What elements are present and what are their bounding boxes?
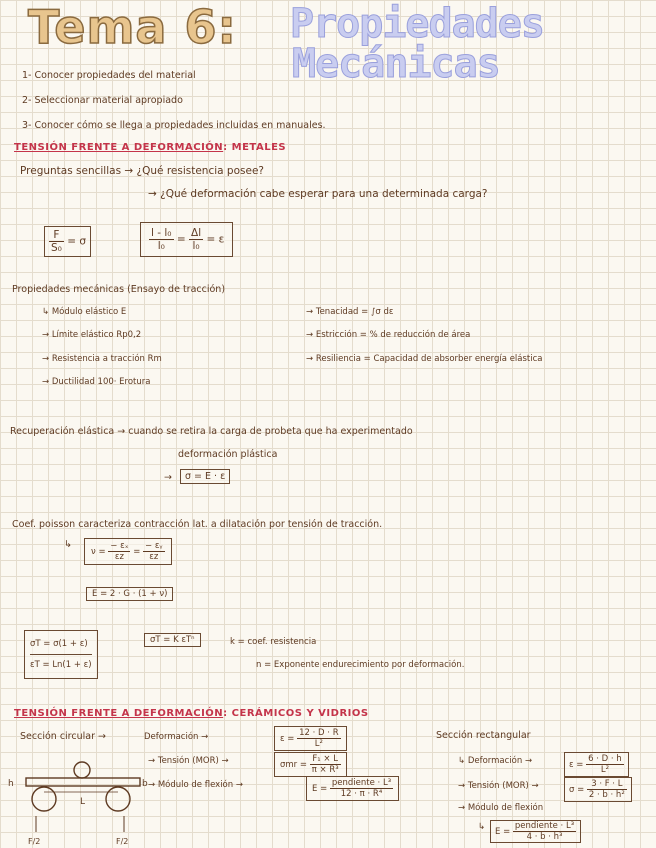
bending-test-diagram <box>0 756 150 848</box>
prop-left-2: → Límite elástico Rp0,2 <box>42 330 142 340</box>
support-roller-right <box>106 787 130 811</box>
section2-heading-rest: : CERÁMICOS Y VIDRIOS <box>223 708 369 719</box>
circular-modulo-fraction: $\frac{\text{pendiente · L³}}{\text{12 · π · R⁴}}$ <box>331 778 392 799</box>
diagram-L-label: L <box>80 797 86 807</box>
circular-modulo-label: → Módulo de flexión → <box>148 780 243 790</box>
circular-modulo-box <box>306 776 399 801</box>
prop-left-1: ↳ Módulo elástico E <box>42 307 127 317</box>
poisson-prefix: ↳ <box>64 539 72 550</box>
objective-3: 3- Conocer cómo se llega a propiedades incluidas en manuales. <box>22 120 326 131</box>
prop-right-2: → Estricción = % de reducción de área <box>306 330 471 340</box>
pregunta-2: → ¿Qué deformación cabe esperar para una determinada carga? <box>148 188 488 200</box>
rect-def-fraction: $\frac{6 \cdot D \cdot h}{\text{L²}}$ <box>588 754 622 775</box>
stress-formula-box <box>44 226 91 257</box>
strain-formula-box <box>140 222 233 257</box>
stress-fraction: $\frac{F}{\text{S₀}}$ <box>51 229 62 254</box>
rect-def-eq: ε = <box>569 760 584 770</box>
hollomon-formula-box: σT = K εTⁿ <box>144 633 201 647</box>
section-heading-rest: : METALES <box>223 142 287 153</box>
pregunta-1: ¿Qué resistencia posee? <box>136 165 264 177</box>
n-definition: n = Exponente endurecimiento por deformación. <box>256 660 465 670</box>
circular-tension-box <box>274 752 347 777</box>
preguntas-intro: Preguntas sencillas → <box>20 165 134 177</box>
strain-fraction-2: $\frac{\Delta l}{\text{l₀}}$ <box>191 227 202 252</box>
objective-2: 2- Seleccionar material apropiado <box>22 95 183 106</box>
objective-1: 1- Conocer propiedades del material <box>22 70 196 81</box>
shear-modulus-formula-box: E = 2 · G · (1 + ν) <box>86 587 173 601</box>
diagram-force-right: F/2 <box>116 837 129 846</box>
diagram-b-label: b <box>142 779 148 789</box>
preguntas-label <box>20 165 264 177</box>
circular-def-eq: ε = <box>280 734 295 744</box>
section2-heading-underlined: TENSIÓN FRENTE A DEFORMACIÓN <box>14 708 224 719</box>
true-stress-box <box>24 630 98 679</box>
prop-left-4: → Ductilidad 100· Erotura <box>42 377 151 387</box>
section-heading-underlined: TENSIÓN FRENTE A DEFORMACIÓN <box>14 142 224 153</box>
prop-left-3: → Resistencia a tracción Rm <box>42 354 162 364</box>
rect-tension-label: → Tensión (MOR) → <box>458 781 539 791</box>
rect-modulo-fraction: $\frac{\text{pendiente · L³}}{\text{4 · b · h³}}$ <box>514 821 575 842</box>
poisson-fraction-1: $\frac{\text{− εₓ}}{\varepsilon z}$ <box>110 541 129 562</box>
rect-tension-eq: σ = <box>569 785 585 795</box>
circular-modulo-eq: E = <box>312 784 328 794</box>
stress-rhs: = σ <box>67 235 87 248</box>
recuperacion-line2: deformación plástica <box>178 449 278 460</box>
circular-def-label: Deformación → <box>144 732 209 742</box>
strain-rhs: = ε <box>206 233 225 246</box>
poisson-nu: ν = <box>91 547 106 557</box>
rect-modulo-eq: E = <box>495 827 511 837</box>
rect-tension-fraction: $\frac{3 \cdot F \cdot L}{\text{2 · b · h²}}$ <box>588 779 625 800</box>
strain-equals: = <box>176 233 186 246</box>
prop-right-1: → Tenacidad = ∫σ dε <box>306 307 394 317</box>
rect-label: Sección rectangular <box>436 730 531 741</box>
diagram-force-left: F/2 <box>28 837 41 846</box>
circular-def-box <box>274 726 347 751</box>
specimen-bar <box>26 778 140 786</box>
k-definition: k = coef. resistencia <box>230 637 317 647</box>
rect-def-box <box>564 752 629 777</box>
poisson-line: Coef. poisson caracteriza contracción lat. a dilatación por tensión de tracción. <box>12 519 383 530</box>
poisson-fraction-2: $\frac{\text{− εᵧ}}{\varepsilon z}$ <box>145 541 163 562</box>
title-propiedades: Propiedades <box>290 1 544 47</box>
section-heading-ceramicos <box>14 708 369 719</box>
rect-modulo-label: → Módulo de flexión <box>458 803 544 813</box>
section-heading-metales <box>14 142 286 153</box>
hooke-formula-box: σ = E · ε <box>180 469 230 484</box>
true-strain-formula: εT = Ln(1 + ε) <box>30 654 92 675</box>
rect-def-label: ↳ Deformación → <box>458 756 533 766</box>
diagram-h-label: h <box>8 779 14 789</box>
title-tema: Tema 6: <box>28 0 237 54</box>
rect-tension-box <box>564 777 632 802</box>
circular-label: Sección circular → <box>20 731 106 742</box>
circular-def-fraction: $\frac{12 \cdot D \cdot R}{\text{L²}}$ <box>299 728 339 749</box>
prop-right-3: → Resiliencia = Capacidad de absorber energía elástica <box>306 354 543 364</box>
recuperacion-line1: Recuperación elástica → cuando se retira la carga de probeta que ha experimentado <box>10 426 413 437</box>
poisson-eq: = <box>133 547 141 557</box>
poisson-formula-box <box>84 538 172 565</box>
rect-modulo-prefix: ↳ <box>478 822 486 832</box>
recuperacion-arrow: → <box>164 472 172 483</box>
title-mecanicas: Mecánicas <box>292 41 500 87</box>
circular-tension-label: → Tensión (MOR) → <box>148 756 229 766</box>
rect-modulo-box <box>490 820 581 843</box>
propiedades-heading: Propiedades mecánicas (Ensayo de tracción) <box>12 284 226 295</box>
circular-tension-fraction: $\frac{\text{F₁ × L}}{\text{π × R³}}$ <box>311 754 339 775</box>
load-roller <box>74 762 90 778</box>
strain-fraction-1: $\frac{\text{l - l₀}}{\text{l₀}}$ <box>151 227 172 252</box>
true-stress-formula: σT = σ(1 + ε) <box>30 639 88 649</box>
support-roller-left <box>32 787 56 811</box>
circular-tension-eq: σmr = <box>280 760 307 770</box>
